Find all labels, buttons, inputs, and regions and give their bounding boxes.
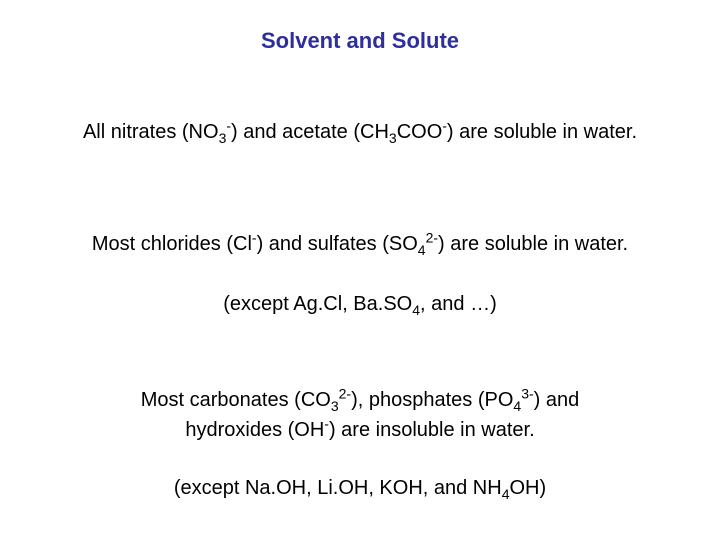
rule-text: ) are insoluble in water. — [328, 419, 535, 441]
rule-carbonates-phosphates-line2 — [0, 415, 720, 442]
superscript: 2- — [338, 385, 352, 402]
exception-text: (except Ag.Cl, Ba.SO — [223, 293, 413, 315]
rule-text: ) are soluble in water. — [446, 121, 638, 143]
rule-text: ) and — [533, 389, 580, 411]
superscript: 3- — [521, 385, 534, 402]
subscript: 3 — [218, 129, 227, 146]
rule-text: Most chlorides (Cl — [91, 233, 252, 255]
subscript: 4 — [513, 397, 522, 414]
rule-text: COO — [396, 121, 443, 143]
subscript: 3 — [388, 129, 397, 146]
rule-chlorides-sulfates — [0, 229, 720, 258]
subscript: 4 — [501, 485, 510, 502]
rule-text: ) are soluble in water. — [438, 233, 629, 255]
page-title: Solvent and Solute — [260, 28, 460, 53]
exception-text: (except Na.OH, Li.OH, KOH, and NH — [173, 477, 502, 499]
subscript: 3 — [330, 397, 339, 414]
exception-text: OH) — [509, 477, 547, 499]
superscript: - — [442, 117, 447, 134]
superscript: - — [324, 415, 329, 432]
rule-text: Most carbonates (CO — [140, 389, 331, 411]
exception-text: , and …) — [420, 293, 497, 315]
superscript: 2- — [425, 229, 439, 246]
rule-text: All nitrates (NO — [82, 121, 219, 143]
superscript: - — [251, 229, 257, 246]
rule-carbonates-phosphates-line1 — [0, 385, 720, 414]
rule-text: ), phosphates (PO — [351, 389, 514, 411]
rule-text: hydroxides (OH — [185, 419, 325, 441]
rule-nitrates-acetates — [0, 117, 720, 146]
rule-text: ) and sulfates (SO — [256, 233, 418, 255]
subscript: 4 — [412, 301, 421, 318]
rule-text: ) and acetate (CH — [231, 121, 389, 143]
exception-chlorides-sulfates — [0, 292, 720, 316]
exception-hydroxides — [0, 476, 720, 500]
subscript: 4 — [417, 241, 426, 258]
superscript: - — [226, 117, 232, 134]
